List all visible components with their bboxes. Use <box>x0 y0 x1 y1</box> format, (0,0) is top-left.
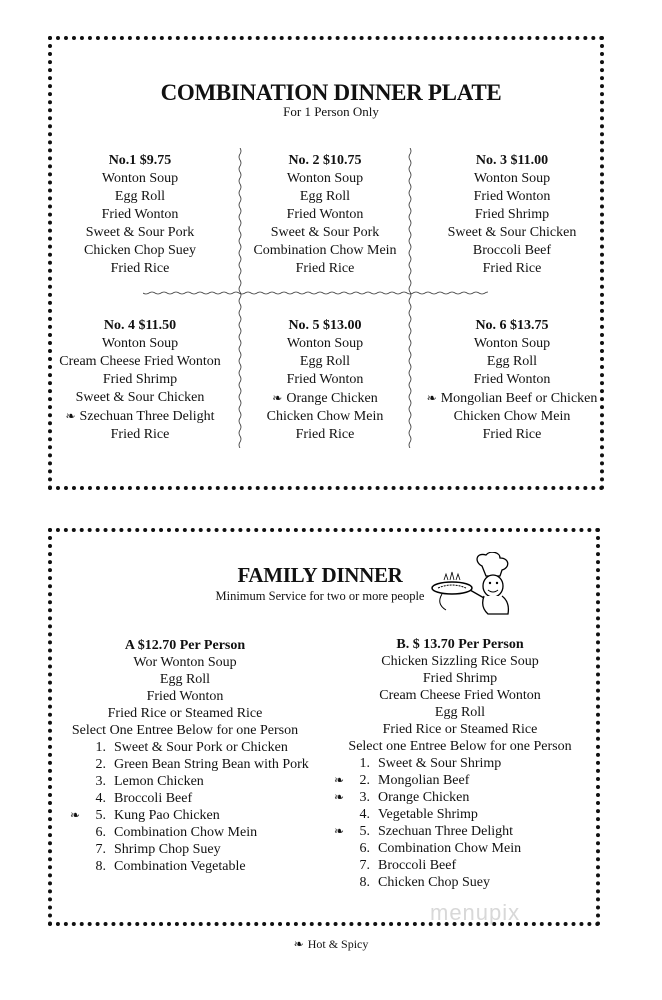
combo-item-label: Wonton Soup <box>101 336 179 351</box>
family-include: Fried Wonton <box>146 689 224 704</box>
entree-number: 1. <box>95 740 106 755</box>
hot-spicy-icon: ❧ <box>272 391 283 405</box>
entree-label: Broccoli Beef <box>378 858 457 873</box>
combo-item <box>417 188 607 206</box>
entree-label: Shrimp Chop Suey <box>114 842 221 857</box>
hot-spicy-icon: ❧ <box>334 824 345 838</box>
combo-heading: No. 2 $10.75 <box>288 153 362 168</box>
family-entree <box>352 857 652 874</box>
legend-label: Hot & Spicy <box>307 937 369 951</box>
combo-item-label: Broccoli Beef <box>472 243 552 258</box>
entree-number: 3. <box>359 790 370 805</box>
entree-number: 4. <box>359 807 370 822</box>
family-option-heading: B. $ 13.70 Per Person <box>396 637 524 652</box>
family-entree <box>334 772 652 789</box>
combo-item <box>45 407 235 426</box>
family-entree <box>334 823 652 840</box>
combo-item <box>230 371 420 389</box>
entree-label: Broccoli Beef <box>114 791 193 806</box>
combo-item <box>417 170 607 188</box>
combo-item <box>230 170 420 188</box>
combo-item <box>45 335 235 353</box>
family-include: Select one Entree Below for one Person <box>348 739 572 754</box>
family-entree <box>334 789 652 806</box>
combo-item-label: Combination Chow Mein <box>253 243 397 258</box>
combo-item-label: Wonton Soup <box>101 171 179 186</box>
entree-label: Combination Chow Mein <box>378 841 522 856</box>
combo-item <box>45 170 235 188</box>
entree-number: 7. <box>95 842 106 857</box>
entree-label: Combination Vegetable <box>114 859 246 874</box>
combo-plate <box>45 152 235 278</box>
combo-item-label: Fried Wonton <box>473 372 551 387</box>
combo-item-label: Wonton Soup <box>473 171 551 186</box>
entree-number: 5. <box>95 808 106 823</box>
entree-number: 2. <box>95 757 106 772</box>
combo-item-label: Sweet & Sour Chicken <box>75 390 205 405</box>
combo-item-label: Fried Rice <box>295 427 355 442</box>
combo-item <box>230 242 420 260</box>
combo-item-label: Wonton Soup <box>286 171 364 186</box>
entree-label: Combination Chow Mein <box>114 825 258 840</box>
watermark: menupix <box>430 900 521 925</box>
combo-item-label: Fried Wonton <box>473 189 551 204</box>
family-option-heading: A $12.70 Per Person <box>124 638 246 653</box>
combo-item-label: Fried Shrimp <box>102 372 178 387</box>
entree-label: Mongolian Beef <box>378 773 470 788</box>
entree-number: 6. <box>95 825 106 840</box>
combo-item-label: Fried Rice <box>110 427 170 442</box>
family-entree <box>352 840 652 857</box>
family-include: Fried Shrimp <box>422 671 498 686</box>
combo-item <box>45 371 235 389</box>
combo-item <box>417 224 607 242</box>
combo-item <box>417 389 607 408</box>
entree-label: Kung Pao Chicken <box>114 808 220 823</box>
combo-heading: No. 3 $11.00 <box>475 153 549 168</box>
entree-number: 2. <box>359 773 370 788</box>
legend <box>0 937 662 952</box>
combo-item-label: Szechuan Three Delight <box>79 409 215 424</box>
entree-number: 5. <box>359 824 370 839</box>
combo-item <box>45 206 235 224</box>
family-include: Egg Roll <box>434 705 486 720</box>
combo-item <box>45 242 235 260</box>
combo-item-label: Chicken Chop Suey <box>84 243 196 258</box>
hot-spicy-icon: ❧ <box>334 773 345 787</box>
entree-number: 6. <box>359 841 370 856</box>
combination-subtitle: For 1 Person Only <box>283 104 379 119</box>
combo-heading: No. 5 $13.00 <box>288 318 362 333</box>
combo-item-label: Sweet & Sour Chicken <box>447 225 577 240</box>
family-entree <box>352 755 652 772</box>
combo-item <box>45 260 235 278</box>
family-include: Select One Entree Below for one Person <box>71 723 299 738</box>
combo-item-label: Mongolian Beef or Chicken <box>440 391 598 406</box>
combo-item-label: Egg Roll <box>114 189 166 204</box>
entree-label: Lemon Chicken <box>114 774 204 789</box>
entree-label: Green Bean String Bean with Pork <box>114 757 309 772</box>
combo-item-label: Egg Roll <box>486 354 538 369</box>
combo-item-label: Wonton Soup <box>473 336 551 351</box>
hot-spicy-icon: ❧ <box>65 409 76 423</box>
hot-spicy-icon: ❧ <box>334 790 345 804</box>
combo-item-label: Fried Rice <box>482 261 542 276</box>
entree-label: Orange Chicken <box>378 790 470 805</box>
entree-number: 4. <box>95 791 106 806</box>
combo-plate <box>417 317 607 444</box>
combo-item <box>230 408 420 426</box>
combo-item-label: Fried Rice <box>295 261 355 276</box>
combo-item-label: Egg Roll <box>299 354 351 369</box>
entree-label: Sweet & Sour Pork or Chicken <box>114 740 288 755</box>
combo-item-label: Chicken Chow Mein <box>266 409 384 424</box>
combination-title: COMBINATION DINNER PLATE <box>160 80 502 105</box>
entree-number: 3. <box>95 774 106 789</box>
combo-item <box>45 389 235 407</box>
hot-spicy-icon: ❧ <box>426 391 437 405</box>
combo-item <box>417 353 607 371</box>
combo-item-label: Fried Wonton <box>286 372 364 387</box>
combo-item-label: Fried Shrimp <box>474 207 550 222</box>
combo-item <box>230 260 420 278</box>
combo-item <box>417 335 607 353</box>
chef-illustration <box>430 552 515 617</box>
combo-item <box>417 408 607 426</box>
combo-item-label: Fried Rice <box>482 427 542 442</box>
combo-item-label: Sweet & Sour Pork <box>85 225 195 240</box>
combo-plate <box>230 152 420 278</box>
family-option <box>310 636 610 891</box>
combo-item-label: Chicken Chow Mein <box>453 409 571 424</box>
family-title: FAMILY DINNER <box>237 563 403 587</box>
combo-item <box>417 242 607 260</box>
hot-spicy-icon: ❧ <box>293 937 304 951</box>
family-include: Fried Rice or Steamed Rice <box>382 722 538 737</box>
combo-item-label: Fried Wonton <box>101 207 179 222</box>
family-option <box>35 637 335 875</box>
family-include: Wor Wonton Soup <box>133 655 237 670</box>
combo-item-label: Wonton Soup <box>286 336 364 351</box>
combo-item <box>45 188 235 206</box>
hot-spicy-icon: ❧ <box>70 808 81 822</box>
family-include: Chicken Sizzling Rice Soup <box>381 654 539 669</box>
combo-item <box>45 426 235 444</box>
combo-item <box>230 206 420 224</box>
entree-number: 8. <box>359 875 370 890</box>
family-subtitle: Minimum Service for two or more people <box>215 589 425 603</box>
combo-item-label: Egg Roll <box>299 189 351 204</box>
row-divider <box>143 290 488 296</box>
combo-heading: No. 6 $13.75 <box>475 318 549 333</box>
combo-plate <box>417 152 607 278</box>
combo-heading: No. 4 $11.50 <box>103 318 177 333</box>
combo-item <box>230 389 420 408</box>
family-entree <box>352 874 652 891</box>
combo-item-label: Cream Cheese Fried Wonton <box>59 354 221 369</box>
combo-heading: No.1 $9.75 <box>108 153 172 168</box>
combo-item <box>230 224 420 242</box>
combo-item <box>417 260 607 278</box>
combo-item-label: Sweet & Sour Pork <box>270 225 380 240</box>
entree-label: Sweet & Sour Shrimp <box>378 756 502 771</box>
entree-number: 1. <box>359 756 370 771</box>
entree-number: 7. <box>359 858 370 873</box>
combo-item <box>417 371 607 389</box>
combo-plate <box>45 317 235 444</box>
combo-plate <box>230 317 420 444</box>
combo-item <box>230 188 420 206</box>
family-include: Fried Rice or Steamed Rice <box>107 706 263 721</box>
combo-item-label: Fried Wonton <box>286 207 364 222</box>
combo-item <box>45 224 235 242</box>
family-include: Cream Cheese Fried Wonton <box>379 688 541 703</box>
combo-item <box>417 426 607 444</box>
combo-item-label: Fried Rice <box>110 261 170 276</box>
combo-item <box>230 335 420 353</box>
combo-item <box>45 353 235 371</box>
combo-item-label: Orange Chicken <box>286 391 378 406</box>
entree-label: Vegetable Shrimp <box>378 807 478 822</box>
entree-number: 8. <box>95 859 106 874</box>
family-include: Egg Roll <box>159 672 211 687</box>
family-entree <box>352 806 652 823</box>
entree-label: Chicken Chop Suey <box>378 875 490 890</box>
combo-item <box>230 353 420 371</box>
combo-item <box>230 426 420 444</box>
combo-item <box>417 206 607 224</box>
entree-label: Szechuan Three Delight <box>378 824 514 839</box>
